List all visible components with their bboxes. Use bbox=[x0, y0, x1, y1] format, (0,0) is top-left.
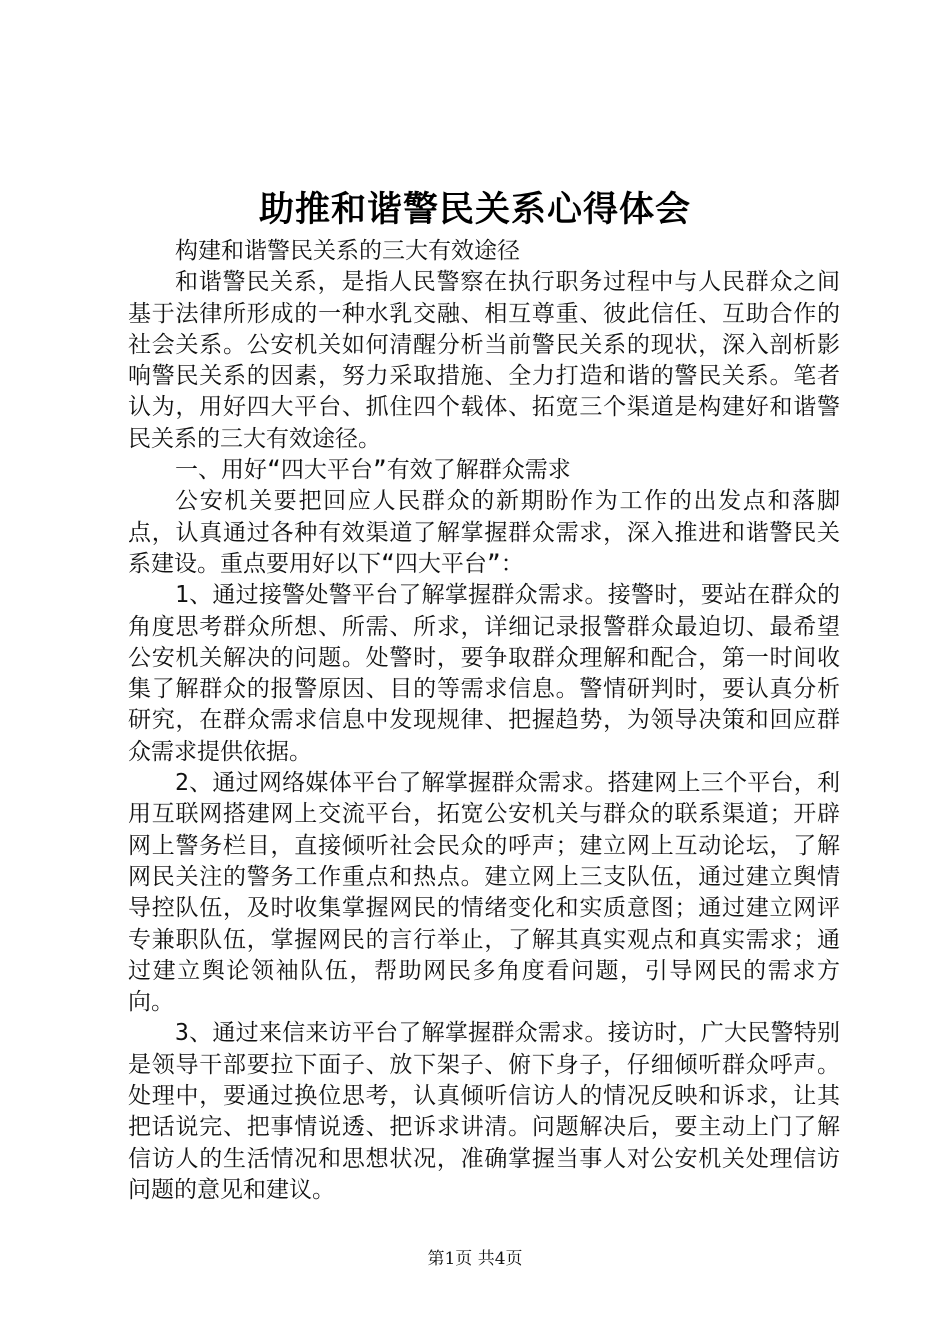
paragraph-item-3: 3、通过来信来访平台了解掌握群众需求。接访时，广大民警特别是领导干部要拉下面子、放下架子、俯下身子，仔细倾听群众呼声。处理中，要通过换位思考，认真倾听信访人的情况反映和诉求，让其把话说完、把事情说透、把诉求讲清。问题解决后，要主动上门了解信访人的生活情况和思想状况，准确掌握当事人对公安机关处理信访问题的意见和建议。 bbox=[128, 1020, 840, 1203]
section-heading-1: 一、用好“四大平台”有效了解群众需求 bbox=[175, 457, 571, 484]
paragraph-subtitle: 构建和谐警民关系的三大有效途径 bbox=[175, 238, 520, 264]
paragraph-item-2: 2、通过网络媒体平台了解掌握群众需求。搭建网上三个平台，利用互联网搭建网上交流平台，拓宽公安机关与群众的联系渠道；开辟网上警务栏目，直接倾听社会民众的呼声；建立网上互动论坛，了解网民关注的警务工作重点和热点。建立网上三支队伍，通过建立舆情导控队伍，及时收集掌握网民的情绪变化和实质意图；通过建立网评专兼职队伍，掌握网民的言行举止，了解其真实观点和真实需求；通过建立舆论领袖队伍，帮助网民多角度看问题，引导网民的需求方向。 bbox=[128, 770, 840, 1016]
paragraph-definition: 和谐警民关系，是指人民警察在执行职务过程中与人民群众之间基于法律所形成的一种水乳交融、相互尊重、彼此信任、互助合作的社会关系。公安机关如何清醒分析当前警民关系的现状，深入剖析影响警民关系的因素，努力采取措施、全力打造和谐的警民关系。笔者认为，用好四大平台、抓住四个载体、拓宽三个渠道是构建好和谐警民关系的三大有效途径。 bbox=[128, 269, 840, 452]
document-body bbox=[128, 236, 840, 1206]
page-number-footer: 第1页 共4页 bbox=[427, 1249, 523, 1269]
paragraph-item-1: 1、通过接警处警平台了解掌握群众需求。接警时，要站在群众的角度思考群众所想、所需、所求，详细记录报警群众最迫切、最希望公安机关解决的问题。处警时，要争取群众理解和配合，第一时间收集了解群众的报警原因、目的等需求信息。警情研判时，要认真分析研究，在群众需求信息中发现规律、把握趋势，为领导决策和回应群众需求提供依据。 bbox=[128, 582, 840, 765]
document-title: 助推和谐警民关系心得体会 bbox=[258, 189, 691, 230]
paragraph-intro-platforms: 公安机关要把回应人民群众的新期盼作为工作的出发点和落脚点，认真通过各种有效渠道了解掌握群众需求，深入推进和谐警民关系建设。重点要用好以下“四大平台”： bbox=[128, 488, 840, 577]
